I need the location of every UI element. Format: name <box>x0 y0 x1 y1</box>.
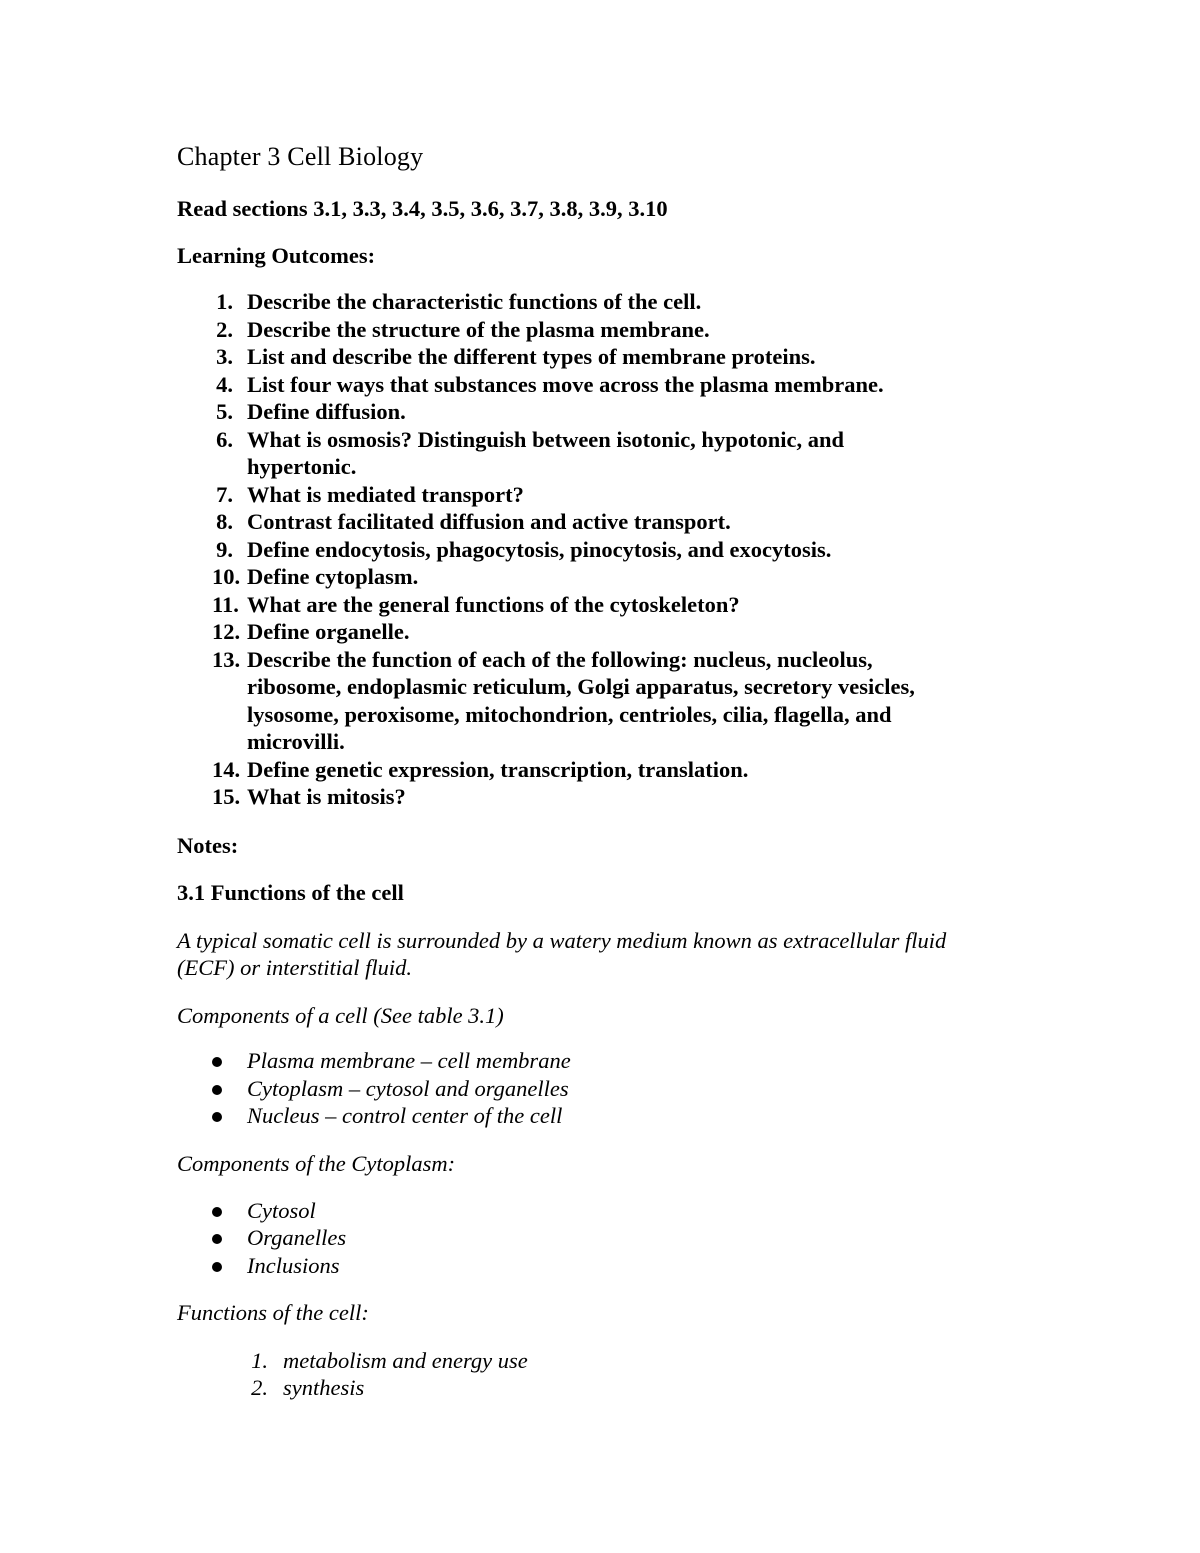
outcome-text: Describe the characteristic functions of the cell. <box>247 289 702 314</box>
outcome-number: 15. <box>212 784 241 809</box>
bullet-icon <box>212 1234 222 1244</box>
outcome-number: 14. <box>212 756 241 782</box>
component-item: Nucleus – control center of the cell <box>247 1103 563 1128</box>
cytoplasm-heading: Components of the Cytoplasm: <box>177 1151 456 1176</box>
bullet-icon <box>212 1085 222 1095</box>
outcome-text: Describe the structure of the plasma membrane. <box>247 316 710 342</box>
outcome-text: hypertonic. <box>247 454 357 479</box>
bullet-icon <box>212 1112 222 1122</box>
outcome-text: Define endocytosis, phagocytosis, pinocytosis, and exocytosis. <box>247 536 832 562</box>
outcomes-heading: Learning Outcomes: <box>177 243 376 268</box>
functions-heading: Functions of the cell: <box>177 1300 369 1325</box>
outcome-number: 13. <box>212 646 241 672</box>
outcome-number: 6. <box>216 426 233 452</box>
page-title: Chapter 3 Cell Biology <box>177 142 424 171</box>
function-item: synthesis <box>283 1375 365 1400</box>
outcome-number: 3. <box>216 344 233 369</box>
section-heading: 3.1 Functions of the cell <box>177 880 404 905</box>
cytoplasm-item: Inclusions <box>247 1253 340 1278</box>
intro-line: A typical somatic cell is surrounded by a watery medium known as extracellular fluid <box>177 928 947 953</box>
outcome-number: 9. <box>216 536 233 562</box>
reading-assignment: Read sections 3.1, 3.3, 3.4, 3.5, 3.6, 3.7, 3.8, 3.9, 3.10 <box>177 196 668 221</box>
function-number: 1. <box>251 1348 268 1373</box>
outcome-text: microvilli. <box>247 729 345 754</box>
outcome-number: 10. <box>212 564 241 589</box>
outcome-number: 4. <box>216 371 233 397</box>
notes-heading: Notes: <box>177 833 239 858</box>
outcome-number: 8. <box>216 509 233 534</box>
outcome-text: List and describe the different types of membrane proteins. <box>247 344 816 369</box>
outcome-text: Define cytoplasm. <box>247 564 419 589</box>
outcome-number: 12. <box>212 619 241 644</box>
outcome-text: Define genetic expression, transcription, translation. <box>247 756 749 782</box>
outcome-text: Describe the function of each of the following: nucleus, nucleolus, <box>247 646 873 672</box>
outcome-text: What is osmosis? Distinguish between isotonic, hypotonic, and <box>247 426 844 452</box>
outcome-number: 5. <box>216 399 233 424</box>
outcome-text: Define diffusion. <box>247 399 406 424</box>
intro-line: (ECF) or interstitial fluid. <box>177 955 412 980</box>
function-item: metabolism and energy use <box>283 1348 528 1373</box>
outcome-text: lysosome, peroxisome, mitochondrion, centrioles, cilia, flagella, and <box>247 701 892 727</box>
cytoplasm-item: Organelles <box>247 1225 347 1250</box>
cytoplasm-item: Cytosol <box>247 1198 316 1223</box>
component-item: Plasma membrane – cell membrane <box>247 1048 571 1073</box>
outcome-text: What is mitosis? <box>247 784 406 809</box>
components-heading: Components of a cell (See table 3.1) <box>177 1003 504 1028</box>
outcome-number: 7. <box>216 481 233 507</box>
outcome-number: 2. <box>216 316 233 342</box>
outcome-number: 1. <box>216 289 233 314</box>
outcome-text: Contrast facilitated diffusion and active transport. <box>247 509 731 534</box>
function-number: 2. <box>251 1375 268 1400</box>
outcome-text: What are the general functions of the cytoskeleton? <box>247 591 740 617</box>
component-item: Cytoplasm – cytosol and organelles <box>247 1076 569 1101</box>
outcome-text: ribosome, endoplasmic reticulum, Golgi apparatus, secretory vesicles, <box>247 674 915 699</box>
bullet-icon <box>212 1207 222 1217</box>
outcome-text: List four ways that substances move across the plasma membrane. <box>247 371 884 397</box>
outcome-number: 11. <box>212 591 239 617</box>
bullet-icon <box>212 1057 222 1067</box>
bullet-icon <box>212 1262 222 1272</box>
outcome-text: Define organelle. <box>247 619 410 644</box>
outcome-text: What is mediated transport? <box>247 481 524 507</box>
